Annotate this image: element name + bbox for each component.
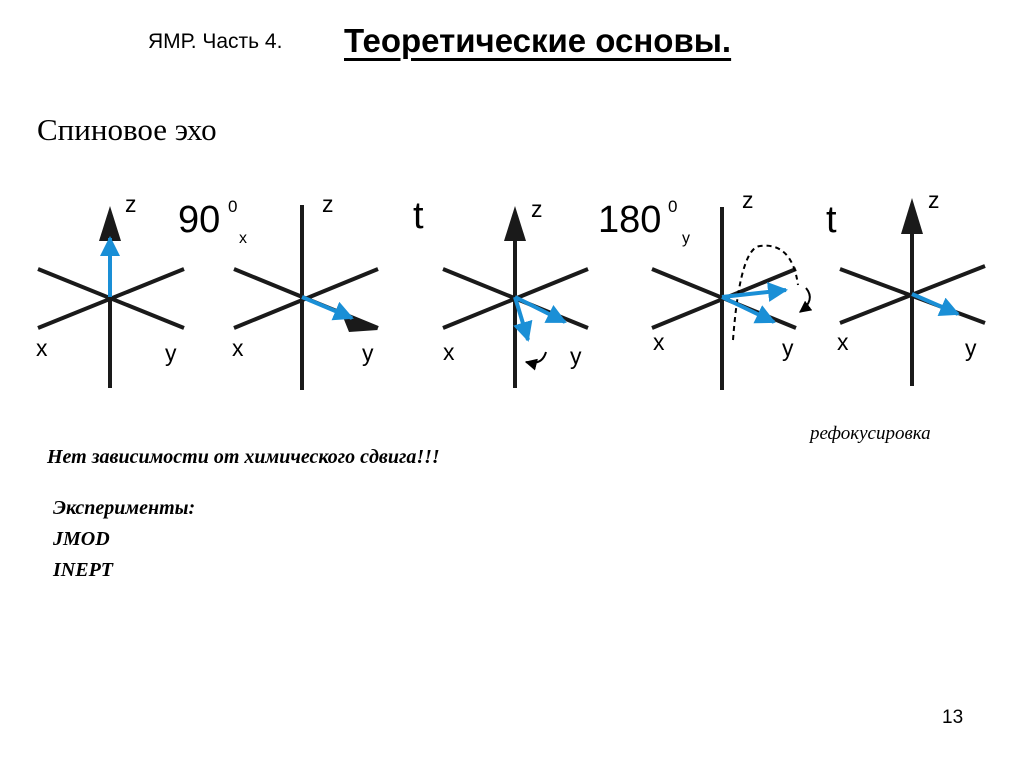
z-arrowhead [99,206,121,241]
y-axis-label: y [570,343,582,369]
pulse-90-superscript: 0 [228,197,238,216]
pulse-180-subscript: y [682,230,690,247]
z-axis-label: z [742,187,754,213]
frame-dephasing [443,196,588,388]
y-axis-label: y [165,340,177,366]
z-axis-label: z [125,191,137,217]
z-axis-label: z [322,191,334,217]
pulse-180-superscript: 0 [668,197,678,216]
experiment-item: INEPT [53,559,113,581]
rotation-arrow [526,352,546,363]
refocus-label: рефокусировка [810,423,931,444]
y-axis-label: y [965,335,977,361]
delay-t-1: t [413,195,424,237]
experiments-heading: Эксперименты: [53,497,196,519]
z-arrowhead [901,198,923,234]
slide-title: Теоретические основы. [344,22,732,59]
z-axis-label: z [531,196,543,222]
section-title: Спиновое эхо [37,112,217,147]
rotation-arrow [800,288,810,312]
frame-initial [36,191,184,388]
x-axis-label: x [232,335,244,361]
frame-after-90 [232,191,378,390]
x-axis-label: x [837,329,849,355]
refocused-vector [912,294,958,314]
spin-vector-lower [722,297,774,322]
chemical-shift-note: Нет зависимости от химического сдвига!!! [47,446,440,468]
y-axis-label: y [362,340,374,366]
z-axis-label: z [928,187,940,213]
pulse-90-value: 90 [178,199,221,241]
frame-after-180 [652,187,810,390]
x-axis-label: x [36,335,48,361]
z-arrowhead [504,206,526,241]
spin-echo-diagram [0,180,1024,410]
pulse-90x [178,197,247,247]
experiment-item: JMOD [53,528,110,550]
pulse-180y [598,197,690,247]
page-number: 13 [942,707,964,728]
x-axis-label: x [443,339,455,365]
pulse-90-subscript: x [239,230,247,247]
x-axis-label: x [653,329,665,355]
delay-t-2: t [826,199,837,241]
header-prefix: ЯМР. Часть 4. [148,30,283,53]
magnetization-vector [302,297,352,318]
frame-refocused [837,187,985,386]
y-axis-label: y [782,335,794,361]
pulse-180-value: 180 [598,199,662,241]
